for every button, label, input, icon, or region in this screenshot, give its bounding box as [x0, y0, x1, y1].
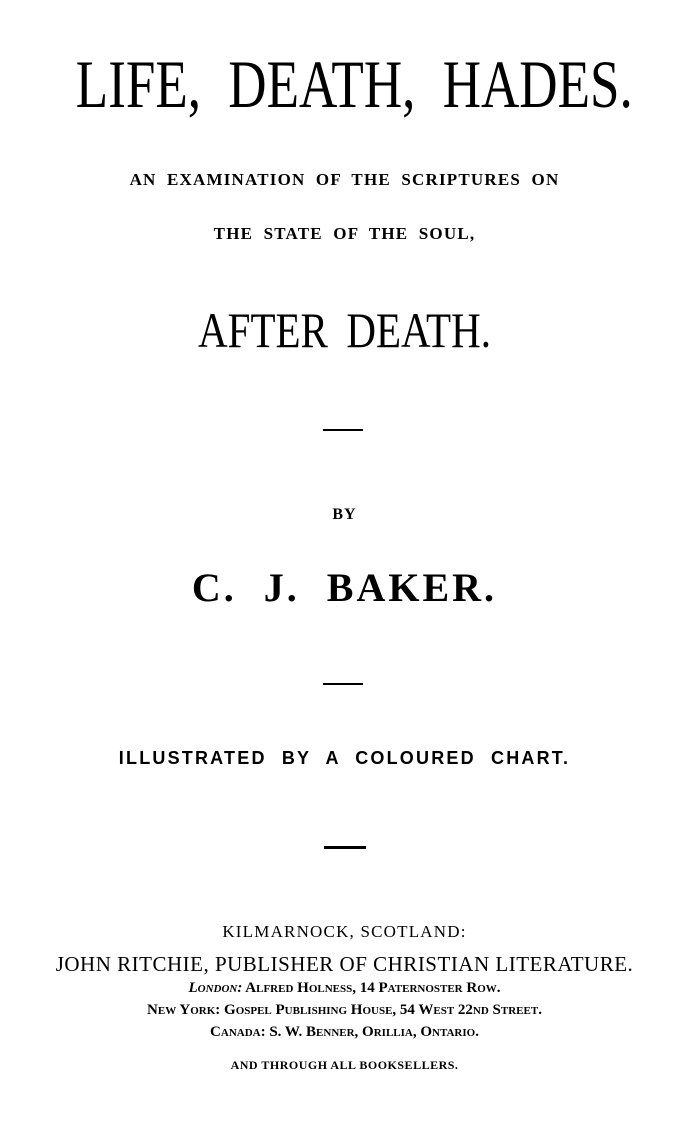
london-label: London: — [188, 980, 243, 996]
subtitle-main: AFTER DEATH. — [198, 302, 491, 358]
subtitle-line-2: THE STATE OF THE SOUL, — [213, 224, 476, 243]
by-label: BY — [332, 506, 357, 523]
imprint-place: KILMARNOCK, SCOTLAND: — [222, 922, 467, 941]
canada-label: Canada: — [210, 1024, 266, 1040]
divider-3 — [324, 846, 366, 849]
author-name: C. J. BAKER. — [191, 565, 498, 610]
imprint-london — [0, 980, 689, 997]
imprint-publisher: JOHN RITCHIE, PUBLISHER OF CHRISTIAN LITERATURE. — [55, 952, 634, 976]
newyork-label: New York: — [147, 1002, 221, 1018]
imprint-booksellers: AND THROUGH ALL BOOKSELLERS. — [230, 1058, 459, 1072]
divider-2 — [323, 683, 363, 685]
newyork-text: Gospel Publishing House, 54 West 22nd Street. — [224, 1002, 542, 1018]
imprint-newyork — [0, 1002, 689, 1019]
subtitle-line-1: AN EXAMINATION OF THE SCRIPTURES ON — [129, 170, 560, 189]
illustration-note: ILLUSTRATED BY A COLOURED CHART. — [118, 748, 571, 768]
canada-text: S. W. Benner, Orillia, Ontario. — [269, 1024, 479, 1040]
book-title: LIFE, DEATH, HADES. — [75, 46, 633, 122]
imprint-canada — [0, 1024, 689, 1041]
divider-1 — [323, 429, 363, 431]
london-text: Alfred Holness, 14 Paternoster Row. — [245, 980, 501, 996]
